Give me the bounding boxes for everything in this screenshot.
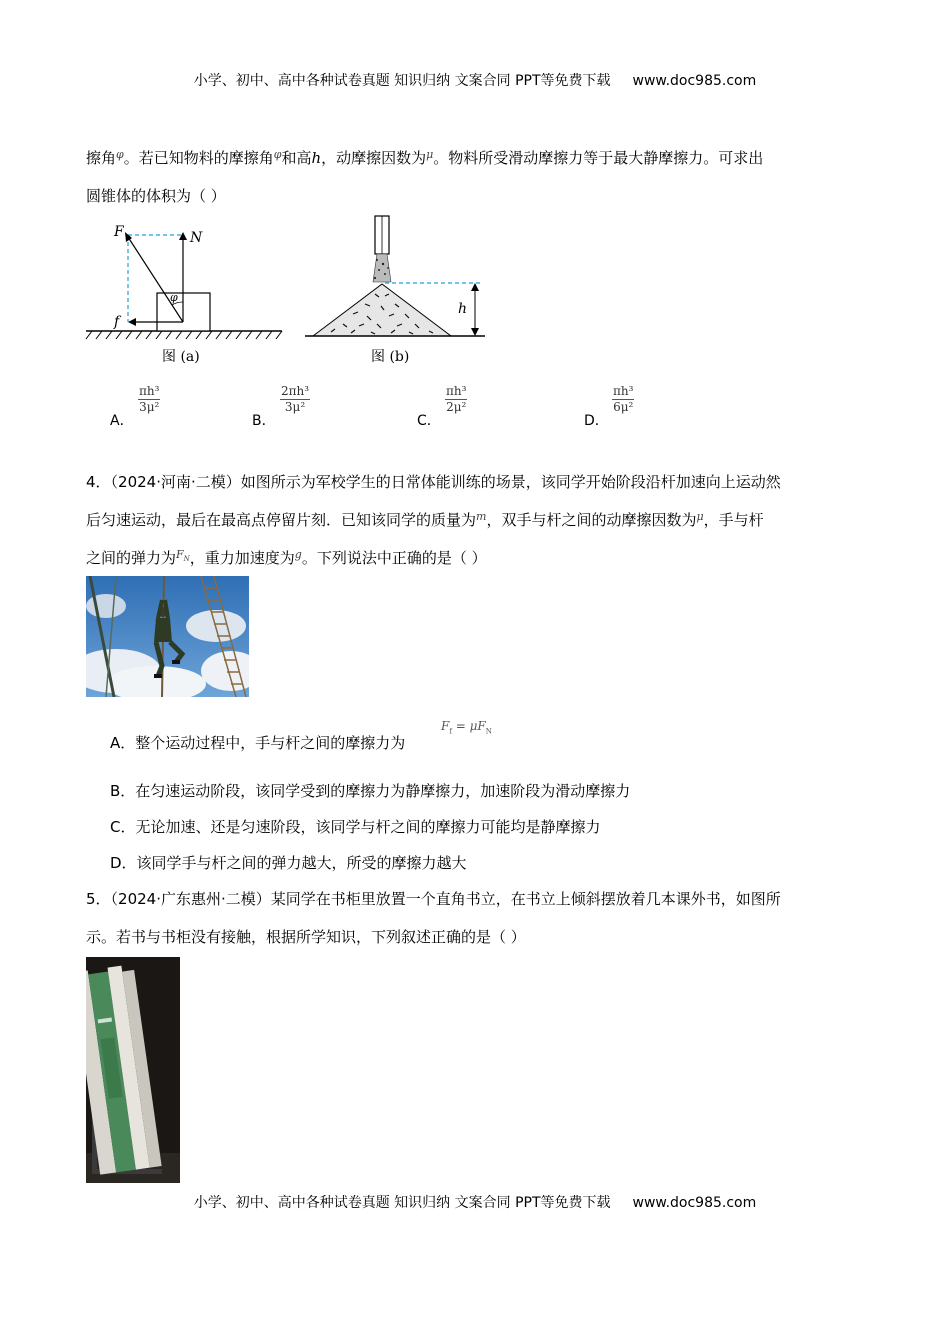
mu-symbol: μ: [696, 510, 704, 523]
option-b-label[interactable]: B．: [252, 413, 276, 429]
option-b-fraction: [280, 384, 310, 415]
page-footer: [0, 1192, 950, 1212]
header-site[interactable]: www.doc985.com: [632, 73, 757, 89]
q4-line3: [86, 547, 487, 568]
q4-text-d: 之间的弹力为: [86, 549, 177, 567]
q3-line2: 圆锥体的体积为（ ）: [86, 187, 226, 205]
option-b-den: 3μ²: [284, 400, 306, 414]
F-label: F: [114, 224, 124, 240]
h-label: h: [458, 301, 468, 317]
option-d-label[interactable]: D．: [584, 413, 609, 429]
phi-label: φ: [170, 291, 178, 304]
m-symbol: m: [476, 510, 487, 523]
q4-text-f: 。下列说法中正确的是（ ）: [301, 549, 487, 567]
q4-option-d[interactable]: D．该同学手与杆之间的弹力越大，所受的摩擦力越大: [110, 854, 467, 872]
q4-option-b[interactable]: B．在匀速运动阶段，该同学受到的摩擦力为静摩擦力，加速阶段为滑动摩擦力: [110, 782, 631, 800]
q3-text-e: 。物料所受滑动摩擦力等于最大静摩擦力。可求出: [433, 149, 764, 167]
footer-text: 小学、初中、高中各种试卷真题 知识归纳 文案合同 PPT等免费下载: [193, 1195, 611, 1211]
option-c-label[interactable]: C．: [417, 413, 441, 429]
f-label: f: [114, 314, 120, 330]
h-symbol: h: [311, 149, 322, 167]
q4-text-c: ，手与杆: [703, 511, 764, 529]
q4-text-e: ，重力加速度为: [189, 549, 295, 567]
formula-sub-N: N: [485, 727, 492, 736]
climbing-photo: [86, 576, 249, 697]
option-c-fraction: [445, 384, 467, 415]
q5-line1: 5．（2024·广东惠州·二模）某同学在书柜里放置一个直角书立，在书立上倾斜摆放着几本课外书，如图所: [86, 890, 781, 908]
q4-text-b: ，双手与杆之间的动摩擦因数为: [486, 511, 697, 529]
option-b-num: 2πh³: [281, 384, 310, 398]
formula-F: F: [441, 719, 450, 733]
option-d-fraction: [612, 384, 634, 415]
g-symbol: g: [294, 548, 302, 561]
q3-text-c: 和高: [281, 149, 312, 167]
caption-a: 图 (a): [162, 349, 200, 365]
option-d-num: πh³: [613, 384, 634, 398]
option-c-num: πh³: [446, 384, 467, 398]
q4-text-a: 后匀速运动，最后在最高点停留片刻．已知该同学的质量为: [86, 511, 477, 529]
FN-sub: N: [183, 555, 190, 564]
header-text: 小学、初中、高中各种试卷真题 知识归纳 文案合同 PPT等免费下载: [193, 73, 611, 89]
option-a-label[interactable]: A．: [110, 413, 134, 429]
bookshelf-photo: [86, 957, 180, 1183]
formula-sub-f: f: [449, 727, 452, 736]
formula-rest: = μF: [451, 719, 486, 733]
figure-a: [84, 218, 289, 373]
friction-formula: [441, 719, 492, 735]
q4-option-a[interactable]: [110, 732, 405, 753]
mu-symbol: μ: [426, 148, 434, 161]
N-label: N: [190, 230, 203, 246]
option-a-fraction: [138, 384, 160, 415]
option-a-den: 3μ²: [139, 400, 160, 414]
q3-text-d: ，动摩擦因数为: [321, 149, 427, 167]
caption-b: 图 (b): [371, 349, 410, 365]
q4-option-c[interactable]: C．无论加速、还是匀速阶段，该同学与杆之间的摩擦力可能均是静摩擦力: [110, 818, 601, 836]
q3-line1: [86, 147, 763, 168]
q3-text-b: 。若已知物料的摩擦角: [123, 149, 274, 167]
option-c-den: 2μ²: [446, 400, 467, 414]
option-d-den: 6μ²: [613, 400, 634, 414]
q4-line1: 4．（2024·河南·二模）如图所示为军校学生的日常体能训练的场景，该同学开始阶段沿杆加速向上运动然: [86, 473, 781, 491]
FN-main: F: [176, 548, 184, 561]
figure-b: [305, 212, 495, 372]
FN-symbol: [176, 548, 190, 564]
phi-symbol: φ: [273, 148, 282, 161]
phi-symbol: φ: [116, 148, 124, 161]
footer-site[interactable]: www.doc985.com: [632, 1195, 757, 1211]
q3-text-a: 擦角: [86, 149, 117, 167]
q5-line2: 示。若书与书柜没有接触，根据所学知识，下列叙述正确的是（ ）: [86, 928, 526, 946]
q4-line2: [86, 509, 764, 530]
page-header: [0, 70, 950, 90]
option-a-num: πh³: [139, 384, 160, 398]
q4-option-a-text: A．整个运动过程中，手与杆之间的摩擦力为: [110, 734, 406, 752]
